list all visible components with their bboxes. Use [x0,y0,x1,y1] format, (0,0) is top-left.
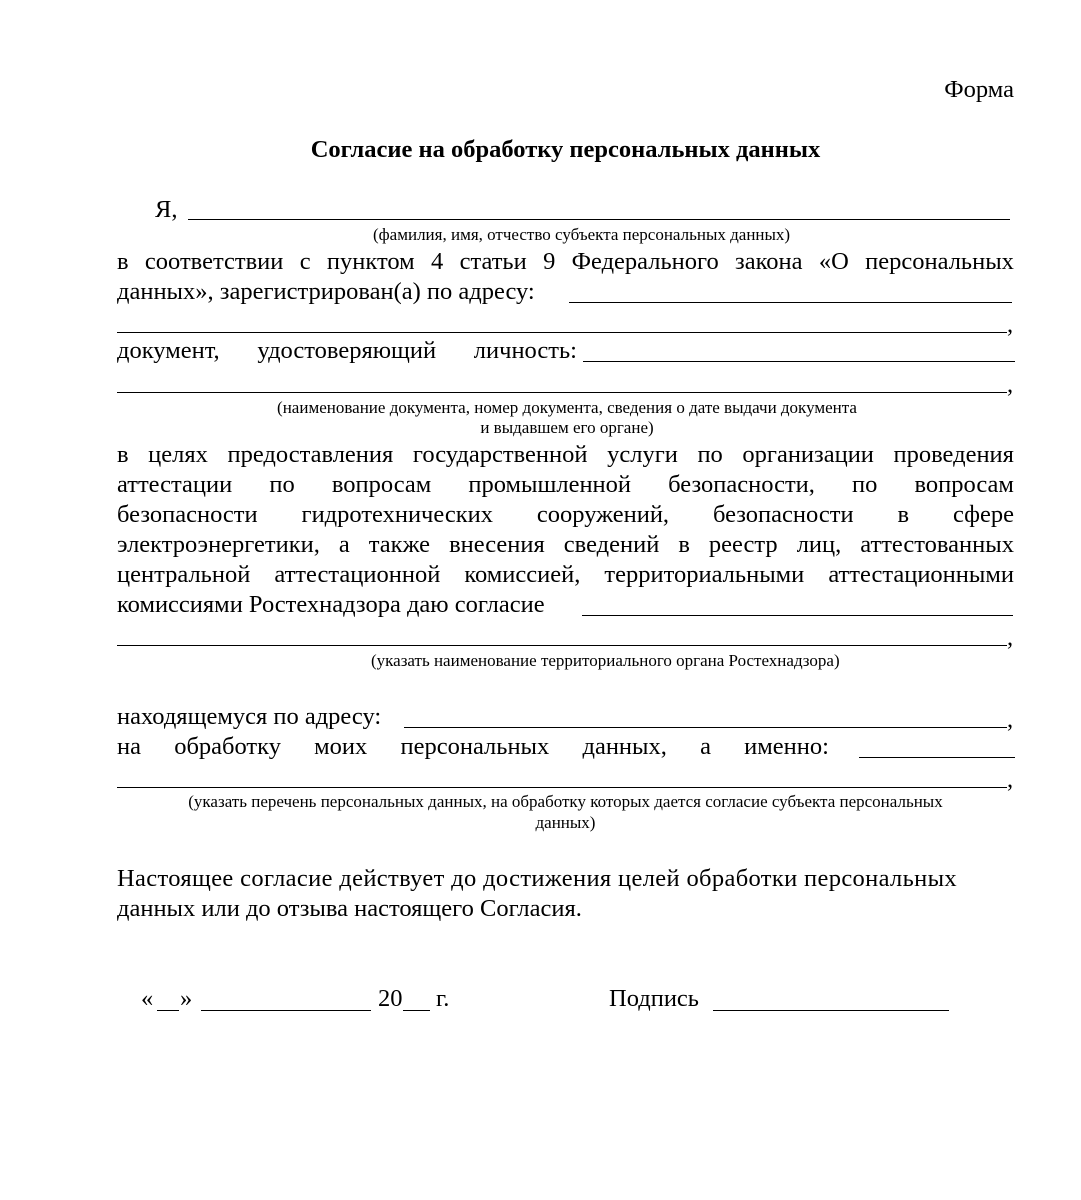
signature-label: Подпись [609,985,699,1012]
word: 4 [431,248,444,275]
identity-document-field[interactable] [583,361,1015,362]
word: внесения [449,531,545,558]
data-caption-line-1: (указать перечень персональных данных, на обработку которых дается согласие субъекта персональных [188,792,943,811]
validity-line-1 [117,864,1014,894]
word: сооружений, [536,501,670,528]
identity-document-label [117,336,577,366]
word: пунктом [326,248,415,275]
rostekhnadzor-organ-field-2[interactable] [117,645,1007,646]
month-field[interactable] [201,1010,371,1011]
day-field[interactable] [157,1010,179,1011]
organ-caption: (указать наименование территориального органа Ростехнадзора) [371,651,840,670]
word: также [368,531,431,558]
word: безопасности, [668,471,815,498]
paragraph-purpose-line-4 [117,530,1014,560]
year-prefix: 20 [378,985,403,1012]
word: моих [314,733,368,760]
word: 9 [543,248,556,275]
comma: , [1007,706,1014,733]
word: по [697,441,723,468]
word: с [299,248,311,275]
word: сфере [952,501,1014,528]
word: именно: [744,733,829,760]
word: государственной [412,441,588,468]
identity-document-field-2[interactable] [117,392,1007,393]
registration-label: данных», зарегистрирован(а) по адресу: [117,278,535,305]
word: а [700,733,711,760]
paragraph-purpose-line-5 [117,560,1014,590]
personal-data-list-field[interactable] [859,757,1015,758]
word: личность: [473,337,577,364]
word: закона [735,248,803,275]
word: аттестации [117,471,233,498]
word: на [117,733,141,760]
fio-caption: (фамилия, имя, отчество субъекта персональных данных) [373,225,791,244]
word: безопасности [117,501,258,528]
document-title: Согласие на обработку персональных данных [310,136,821,163]
word: организации [742,441,874,468]
paragraph-purpose-line-3 [117,500,1014,530]
word: в [897,501,910,528]
word: Федерального [571,248,719,275]
word: сведений [563,531,660,558]
word: промышленной [468,471,632,498]
word: обработку [174,733,281,760]
organ-address-field[interactable] [404,727,1007,728]
word: удостоверяющий [257,337,437,364]
word: предоставления [227,441,394,468]
word: проведения [893,441,1014,468]
word: вопросам [331,471,432,498]
word: «О [818,248,849,275]
date-open-quote: « [141,985,154,1012]
year-field[interactable] [403,1010,430,1011]
rostekhnadzor-organ-field[interactable] [582,615,1013,616]
word: персональных [400,733,550,760]
word: по [269,471,295,498]
registration-address-field-2[interactable] [117,332,1007,333]
fio-field[interactable] [188,219,1010,220]
word: в [117,441,129,468]
comma: , [1007,311,1014,338]
word: электроэнергетики, [117,531,320,558]
word: данных, [582,733,667,760]
word: а [338,531,350,558]
word: целях [148,441,208,468]
comma: , [1007,624,1014,651]
word: услуги [607,441,678,468]
i-label: Я, [155,196,178,223]
word: персональных [865,248,1014,275]
organ-address-label: находящемуся по адресу: [117,703,382,730]
word: в [678,531,690,558]
document-caption-line-2: и выдавшем его органе) [480,418,654,437]
word: документ, [117,337,220,364]
word: статьи [459,248,527,275]
word: аттестованных [860,531,1014,558]
registration-address-field[interactable] [569,302,1012,303]
word: реестр [708,531,778,558]
comma: , [1007,371,1014,398]
form-label: Форма [944,76,1014,103]
signature-field[interactable] [713,1010,949,1011]
validity-line-2: данных или до отзыва настоящего Согласия. [117,895,582,922]
processing-consent-label [117,732,829,762]
paragraph-purpose-line-1 [117,440,1014,470]
personal-data-list-field-2[interactable] [117,787,1007,788]
word: в [117,248,129,275]
validity-text: Настоящее согласие действует до достижения целей обработки персональных [117,865,958,892]
date-close-quote: » [180,985,193,1012]
word: гидротехнических [301,501,493,528]
word: аттестационной [274,561,441,588]
word: центральной [117,561,251,588]
paragraph-law-line-1 [117,247,1014,277]
consent-given-label: комиссиями Ростехнадзора даю согласие [117,591,545,618]
year-suffix: г. [436,985,450,1012]
comma: , [1007,766,1014,793]
word: лиц, [796,531,842,558]
word: безопасности [712,501,854,528]
document-caption-line-1: (наименование документа, номер документа, сведения о дате выдачи документа [277,398,857,417]
word: вопросам [914,471,1014,498]
word: территориальными [604,561,805,588]
word: по [852,471,878,498]
data-caption-line-2: данных) [535,813,596,832]
paragraph-purpose-line-2 [117,470,1014,500]
word: комиссией, [464,561,581,588]
word: соответствии [144,248,284,275]
word: аттестационными [828,561,1014,588]
